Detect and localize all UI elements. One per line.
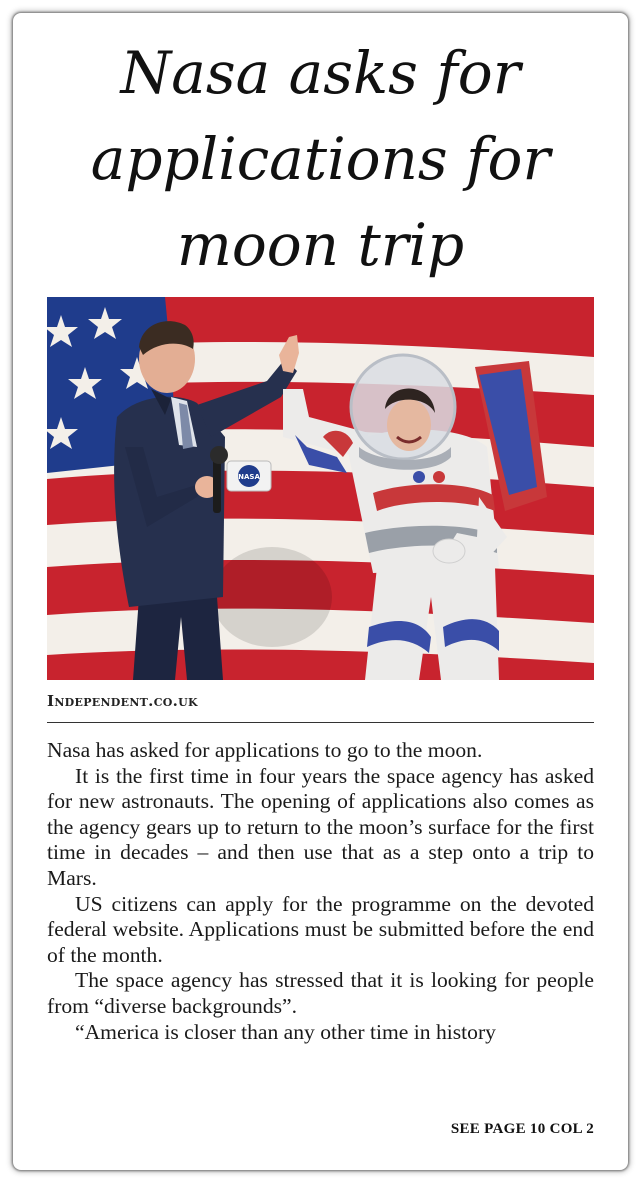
- paragraph: US citizens can apply for the programme on the devoted federal website. Applications must be submitted before the end of the month.: [47, 891, 594, 967]
- continuation-link[interactable]: SEE PAGE 10 COL 2: [450, 1121, 594, 1137]
- mic-logo-text: NASA: [238, 473, 260, 481]
- paragraph: The space agency has stressed that it is looking for people from “diverse backgrounds”.: [47, 968, 594, 1018]
- article-body: [47, 738, 594, 1045]
- source-credit: Independent.co.uk: [47, 692, 198, 710]
- divider-rule: [47, 722, 594, 723]
- paragraph: It is the first time in four years the space agency has asked for new astronauts. The opening of applications also comes as the agency gears up to return to the moon’s surface for the first time in decades – and then use that as a step onto a trip to Mars.: [47, 763, 594, 890]
- paragraph: “America is closer than any other time in history: [75, 1019, 496, 1044]
- article-photo: [47, 297, 594, 680]
- paragraph: Nasa has asked for applications to go to the moon.: [47, 738, 483, 762]
- headline: Nasa asks for applications for moon trip: [90, 39, 551, 279]
